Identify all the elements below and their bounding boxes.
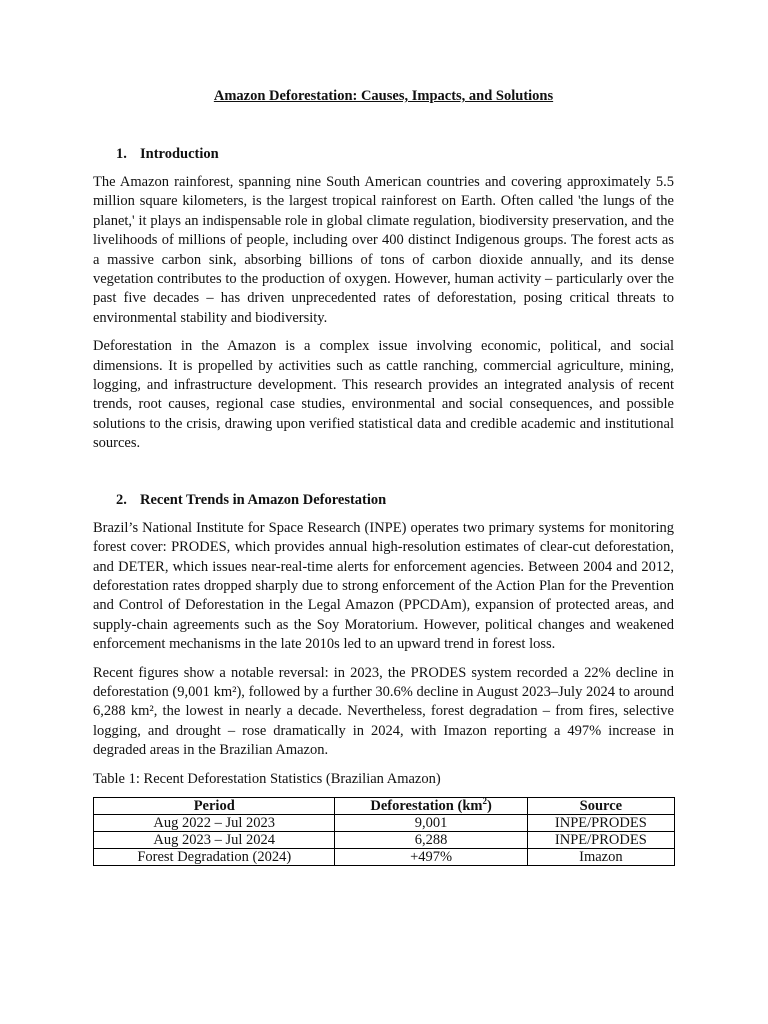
cell-period: Aug 2023 – Jul 2024	[94, 831, 335, 848]
document-page	[93, 86, 674, 866]
section-number: 2.	[116, 491, 127, 508]
column-header-period: Period	[94, 797, 335, 814]
statistics-table	[93, 797, 675, 866]
section-heading-recent-trends	[93, 490, 674, 510]
cell-value: 9,001	[335, 814, 527, 831]
cell-period: Aug 2022 – Jul 2023	[94, 814, 335, 831]
cell-source: INPE/PRODES	[527, 814, 674, 831]
cell-value: 6,288	[335, 831, 527, 848]
superscript: 2	[482, 795, 487, 806]
section-number: 1.	[116, 146, 127, 162]
table-row	[94, 831, 675, 848]
cell-source: Imazon	[527, 848, 674, 865]
cell-source: INPE/PRODES	[527, 831, 674, 848]
column-header-source: Source	[527, 797, 674, 814]
section-heading-introduction	[93, 144, 674, 164]
section-title: Recent Trends in Amazon Deforestation	[140, 491, 387, 508]
paragraph: Deforestation in the Amazon is a complex issue involving economic, political, and social dimensions. It is propelled by activities such as cattle ranching, commercial agriculture, mining, logging, and infrastructure development. This research provides an integrated analysis of recent trends, root causes, regional case studies, environmental and social consequences, and possible solutions to the crisis, drawing upon verified statistical data and credible academic and institutional sources.	[93, 338, 674, 452]
table-row	[94, 848, 675, 865]
table-header-row	[94, 797, 675, 814]
header-text: Deforestation (km	[370, 797, 483, 814]
table-row	[94, 814, 675, 831]
column-header-deforestation	[335, 797, 527, 814]
cell-value: +497%	[335, 848, 527, 865]
paragraph: Recent figures show a notable reversal: in 2023, the PRODES system recorded a 22% decline in deforestation (9,001 km²), followed by a further 30.6% decline in August 2023–July 2024 to around 6,288 km², the lowest in nearly a decade. Nevertheless, forest degradation – from fires, selective logging, and drought – rose dramatically in 2024, with Imazon reporting a 497% increase in degraded areas in the Brazilian Amazon.	[93, 664, 674, 759]
table-caption: Table 1: Recent Deforestation Statistics (Brazilian Amazon)	[93, 770, 441, 787]
paragraph: Brazil’s National Institute for Space Research (INPE) operates two primary systems for monitoring forest cover: PRODES, which provides annual high-resolution estimates of clear-cut deforestation, and DETER, which issues near-real-time alerts for enforcement agencies. Between 2004 and 2012, deforestation rates dropped sharply due to strong enforcement of the Action Plan for the Prevention and Control of Deforestation in the Legal Amazon (PPCDAm), expansion of protected areas, and supply-chain agreements such as the Soy Moratorium. However, political changes and weakened enforcement mechanisms in the late 2010s led to an upward trend in forest loss.	[93, 519, 674, 653]
section-title: Introduction	[140, 146, 219, 162]
cell-period: Forest Degradation (2024)	[94, 848, 335, 865]
paragraph: The Amazon rainforest, spanning nine South American countries and covering approximately 5.5 million square kilometers, is the largest tropical rainforest on Earth. Often called 'the lungs of the planet,' it plays an indispensable role in global climate regulation, biodiversity preservation, and the livelihoods of millions of people, including over 400 distinct Indigenous groups. The forest acts as a massive carbon sink, absorbing billions of tons of carbon dioxide annually, and its dense vegetation contributes to the production of oxygen. However, human activity – particularly over the past five decades – has driven unprecedented rates of deforestation, posing critical threats to environmental stability and biodiversity.	[93, 174, 674, 326]
document-title: Amazon Deforestation: Causes, Impacts, and Solutions	[213, 88, 554, 104]
header-text-close: )	[486, 797, 492, 814]
